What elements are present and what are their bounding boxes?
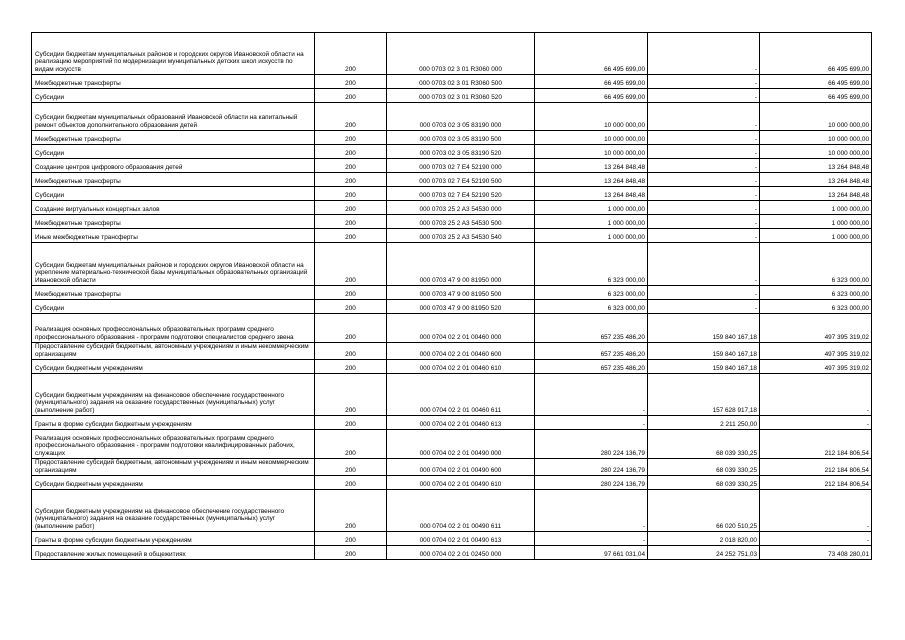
row-kbk-cell: 000 0703 47 9 00 81950 520	[387, 300, 535, 314]
table-row	[32, 187, 872, 201]
row-unexecuted-cell: -	[760, 416, 872, 430]
table-row	[32, 314, 872, 343]
row-code-cell: 200	[315, 430, 387, 459]
row-unexecuted-cell: 13 264 848,48	[760, 159, 872, 173]
row-code-cell: 200	[315, 229, 387, 243]
row-code-cell: 200	[315, 532, 387, 546]
table-row	[32, 89, 872, 103]
row-code-cell: 200	[315, 300, 387, 314]
row-unexecuted-cell: 10 000 000,00	[760, 103, 872, 131]
row-executed-cell: -	[648, 103, 760, 131]
row-executed-cell: 159 840 167,18	[648, 360, 760, 374]
row-approved-cell: -	[535, 490, 648, 532]
budget-execution-table	[31, 32, 872, 560]
row-unexecuted-cell: 73 408 280,01	[760, 546, 872, 560]
row-name-cell: Субсидии	[32, 145, 315, 159]
row-unexecuted-cell: 497 395 319,02	[760, 360, 872, 374]
row-name-cell: Субсидии бюджетам муниципальных районов и городских округов Ивановской области на укрепление материально-технической базы муниципальных образовательных организаций Ивановской области	[32, 243, 315, 286]
table-row	[32, 430, 872, 459]
row-kbk-cell: 000 0703 02 3 05 83190 500	[387, 131, 535, 145]
row-code-cell: 200	[315, 159, 387, 173]
row-executed-cell: -	[648, 187, 760, 201]
row-name-cell: Иные межбюджетные трансферты	[32, 229, 315, 243]
row-kbk-cell: 000 0704 02 2 01 00460 613	[387, 416, 535, 430]
row-unexecuted-cell: 497 395 319,02	[760, 343, 872, 360]
row-kbk-cell: 000 0703 02 3 05 83190 520	[387, 145, 535, 159]
row-unexecuted-cell: 6 323 000,00	[760, 243, 872, 286]
row-code-cell: 200	[315, 243, 387, 286]
row-kbk-cell: 000 0704 02 2 01 00460 611	[387, 374, 535, 416]
row-executed-cell: -	[648, 145, 760, 159]
row-approved-cell: 1 000 000,00	[535, 215, 648, 229]
row-executed-cell: 159 840 167,18	[648, 314, 760, 343]
row-executed-cell: -	[648, 229, 760, 243]
row-approved-cell: 97 661 031,04	[535, 546, 648, 560]
row-name-cell: Субсидии	[32, 187, 315, 201]
row-name-cell: Гранты в форме субсидии бюджетным учреждениям	[32, 416, 315, 430]
table-row	[32, 33, 872, 75]
table-row	[32, 360, 872, 374]
row-code-cell: 200	[315, 215, 387, 229]
row-code-cell: 200	[315, 286, 387, 300]
table-row	[32, 173, 872, 187]
row-approved-cell: 66 495 699,00	[535, 89, 648, 103]
row-approved-cell: 280 224 136,79	[535, 430, 648, 459]
table-row	[32, 215, 872, 229]
row-name-cell: Межбюджетные трансферты	[32, 286, 315, 300]
row-approved-cell: 6 323 000,00	[535, 300, 648, 314]
table-row	[32, 300, 872, 314]
row-kbk-cell: 000 0703 25 2 A3 54530 000	[387, 201, 535, 215]
row-approved-cell: 1 000 000,00	[535, 201, 648, 215]
row-name-cell: Межбюджетные трансферты	[32, 173, 315, 187]
row-approved-cell: 280 224 136,79	[535, 476, 648, 490]
row-approved-cell: 280 224 136,79	[535, 459, 648, 476]
row-unexecuted-cell: 13 264 848,48	[760, 173, 872, 187]
row-executed-cell: 159 840 167,18	[648, 343, 760, 360]
row-approved-cell: 657 235 486,20	[535, 360, 648, 374]
row-approved-cell: -	[535, 374, 648, 416]
row-unexecuted-cell: 13 264 848,48	[760, 187, 872, 201]
row-unexecuted-cell: 1 000 000,00	[760, 201, 872, 215]
table-row	[32, 459, 872, 476]
row-name-cell: Межбюджетные трансферты	[32, 215, 315, 229]
row-approved-cell: 13 264 848,48	[535, 159, 648, 173]
row-approved-cell: 10 000 000,00	[535, 131, 648, 145]
row-approved-cell: 6 323 000,00	[535, 243, 648, 286]
row-name-cell: Создание центров цифрового образования детей	[32, 159, 315, 173]
row-executed-cell: -	[648, 243, 760, 286]
row-code-cell: 200	[315, 131, 387, 145]
row-kbk-cell: 000 0703 02 3 01 R3060 000	[387, 33, 535, 75]
row-executed-cell: -	[648, 300, 760, 314]
row-executed-cell: 68 039 330,25	[648, 476, 760, 490]
table-row	[32, 546, 872, 560]
row-approved-cell: -	[535, 416, 648, 430]
row-executed-cell: 68 039 330,25	[648, 430, 760, 459]
row-approved-cell: 657 235 486,20	[535, 314, 648, 343]
row-code-cell: 200	[315, 201, 387, 215]
row-name-cell: Субсидии бюджетным учреждениям	[32, 360, 315, 374]
row-kbk-cell: 000 0704 02 2 01 00460 600	[387, 343, 535, 360]
table-row	[32, 243, 872, 286]
row-kbk-cell: 000 0703 02 7 E4 52190 520	[387, 187, 535, 201]
row-kbk-cell: 000 0703 02 3 01 R3060 500	[387, 75, 535, 89]
row-name-cell: Субсидии	[32, 89, 315, 103]
row-executed-cell: -	[648, 131, 760, 145]
table-body	[32, 33, 872, 560]
row-kbk-cell: 000 0704 02 2 01 00490 000	[387, 430, 535, 459]
row-executed-cell: 2 018 820,00	[648, 532, 760, 546]
table-row	[32, 229, 872, 243]
row-name-cell: Субсидии бюджетным учреждениям на финансовое обеспечение государственного (муниципального) задания на оказание государственных (муниципальных) услуг (выполнение работ)	[32, 374, 315, 416]
row-unexecuted-cell: -	[760, 374, 872, 416]
row-code-cell: 200	[315, 75, 387, 89]
row-kbk-cell: 000 0704 02 2 01 02450 000	[387, 546, 535, 560]
row-name-cell: Межбюджетные трансферты	[32, 131, 315, 145]
row-code-cell: 200	[315, 33, 387, 75]
row-unexecuted-cell: 10 000 000,00	[760, 131, 872, 145]
row-name-cell: Субсидии	[32, 300, 315, 314]
row-approved-cell: 657 235 486,20	[535, 343, 648, 360]
row-executed-cell: 24 252 751,03	[648, 546, 760, 560]
row-kbk-cell: 000 0704 02 2 01 00490 611	[387, 490, 535, 532]
row-code-cell: 200	[315, 476, 387, 490]
row-code-cell: 200	[315, 173, 387, 187]
row-kbk-cell: 000 0703 47 9 00 81950 000	[387, 243, 535, 286]
row-name-cell: Создание виртуальных концертных залов	[32, 201, 315, 215]
row-name-cell: Субсидии бюджетам муниципальных образований Ивановской области на капитальный ремонт объектов дополнительного образования детей	[32, 103, 315, 131]
row-executed-cell: 2 211 250,00	[648, 416, 760, 430]
table-row	[32, 476, 872, 490]
row-kbk-cell: 000 0704 02 2 01 00490 600	[387, 459, 535, 476]
row-code-cell: 200	[315, 490, 387, 532]
table-row	[32, 75, 872, 89]
row-unexecuted-cell: 212 184 806,54	[760, 459, 872, 476]
row-unexecuted-cell: 1 000 000,00	[760, 229, 872, 243]
row-kbk-cell: 000 0703 02 7 E4 52190 500	[387, 173, 535, 187]
table-row	[32, 131, 872, 145]
row-executed-cell: -	[648, 201, 760, 215]
row-name-cell: Субсидии бюджетным учреждениям на финансовое обеспечение государственного (муниципального) задания на оказание государственных (муниципальных) услуг (выполнение работ)	[32, 490, 315, 532]
row-code-cell: 200	[315, 374, 387, 416]
row-kbk-cell: 000 0703 02 3 05 83190 000	[387, 103, 535, 131]
row-unexecuted-cell: 66 495 699,00	[760, 33, 872, 75]
table-row	[32, 159, 872, 173]
row-name-cell: Предоставление субсидий бюджетным, автономным учреждениям и иным некоммерческим организациям	[32, 343, 315, 360]
table-row	[32, 374, 872, 416]
row-kbk-cell: 000 0703 25 2 A3 54530 500	[387, 215, 535, 229]
row-kbk-cell: 000 0703 02 7 E4 52190 000	[387, 159, 535, 173]
row-approved-cell: 10 000 000,00	[535, 103, 648, 131]
row-code-cell: 200	[315, 145, 387, 159]
row-code-cell: 200	[315, 187, 387, 201]
row-kbk-cell: 000 0703 02 3 01 R3060 520	[387, 89, 535, 103]
row-name-cell: Предоставление жилых помещений в общежитиях	[32, 546, 315, 560]
row-unexecuted-cell: -	[760, 490, 872, 532]
row-unexecuted-cell: 212 184 806,54	[760, 430, 872, 459]
row-executed-cell: -	[648, 75, 760, 89]
row-unexecuted-cell: 10 000 000,00	[760, 145, 872, 159]
row-kbk-cell: 000 0704 02 2 01 00490 610	[387, 476, 535, 490]
row-unexecuted-cell: 66 495 699,00	[760, 75, 872, 89]
row-executed-cell: 157 628 917,18	[648, 374, 760, 416]
row-approved-cell: 66 495 699,00	[535, 75, 648, 89]
row-executed-cell: -	[648, 286, 760, 300]
row-name-cell: Субсидии бюджетам муниципальных районов и городских округов Ивановской области на реализацию мероприятий по модернизации муниципальных детских школ искусств по видам искусств	[32, 33, 315, 75]
row-name-cell: Субсидии бюджетным учреждениям	[32, 476, 315, 490]
row-code-cell: 200	[315, 546, 387, 560]
row-kbk-cell: 000 0704 02 2 01 00460 000	[387, 314, 535, 343]
row-executed-cell: -	[648, 215, 760, 229]
table-row	[32, 286, 872, 300]
row-approved-cell: -	[535, 532, 648, 546]
row-executed-cell: -	[648, 159, 760, 173]
row-unexecuted-cell: 212 184 806,54	[760, 476, 872, 490]
row-executed-cell: 66 020 510,25	[648, 490, 760, 532]
row-code-cell: 200	[315, 343, 387, 360]
row-unexecuted-cell: 1 000 000,00	[760, 215, 872, 229]
row-unexecuted-cell: 6 323 000,00	[760, 300, 872, 314]
row-code-cell: 200	[315, 314, 387, 343]
table-row	[32, 103, 872, 131]
row-code-cell: 200	[315, 459, 387, 476]
row-executed-cell: -	[648, 173, 760, 187]
row-executed-cell: -	[648, 89, 760, 103]
row-kbk-cell: 000 0703 25 2 A3 54530 540	[387, 229, 535, 243]
row-unexecuted-cell: -	[760, 532, 872, 546]
row-kbk-cell: 000 0704 02 2 01 00490 613	[387, 532, 535, 546]
row-unexecuted-cell: 66 495 699,00	[760, 89, 872, 103]
row-code-cell: 200	[315, 89, 387, 103]
row-approved-cell: 13 264 848,48	[535, 173, 648, 187]
row-unexecuted-cell: 497 395 319,02	[760, 314, 872, 343]
row-approved-cell: 1 000 000,00	[535, 229, 648, 243]
table-row	[32, 201, 872, 215]
row-approved-cell: 66 495 699,00	[535, 33, 648, 75]
row-code-cell: 200	[315, 103, 387, 131]
table-row	[32, 416, 872, 430]
row-unexecuted-cell: 6 323 000,00	[760, 286, 872, 300]
row-approved-cell: 6 323 000,00	[535, 286, 648, 300]
row-executed-cell: -	[648, 33, 760, 75]
row-name-cell: Реализация основных профессиональных образовательных программ среднего профессионального образования - программ подготовки специалистов среднего звена	[32, 314, 315, 343]
row-name-cell: Гранты в форме субсидии бюджетным учреждениям	[32, 532, 315, 546]
table-row	[32, 343, 872, 360]
row-code-cell: 200	[315, 360, 387, 374]
row-code-cell: 200	[315, 416, 387, 430]
row-kbk-cell: 000 0703 47 9 00 81950 500	[387, 286, 535, 300]
row-executed-cell: 68 039 330,25	[648, 459, 760, 476]
row-approved-cell: 13 264 848,48	[535, 187, 648, 201]
row-name-cell: Межбюджетные трансферты	[32, 75, 315, 89]
row-approved-cell: 10 000 000,00	[535, 145, 648, 159]
row-name-cell: Предоставление субсидий бюджетным, автономным учреждениям и иным некоммерческим организациям	[32, 459, 315, 476]
row-kbk-cell: 000 0704 02 2 01 00460 610	[387, 360, 535, 374]
table-row	[32, 490, 872, 532]
table-row	[32, 145, 872, 159]
table-row	[32, 532, 872, 546]
row-name-cell: Реализация основных профессиональных образовательных программ среднего профессионального образования - программ подготовки квалифицированных рабочих, служащих	[32, 430, 315, 459]
